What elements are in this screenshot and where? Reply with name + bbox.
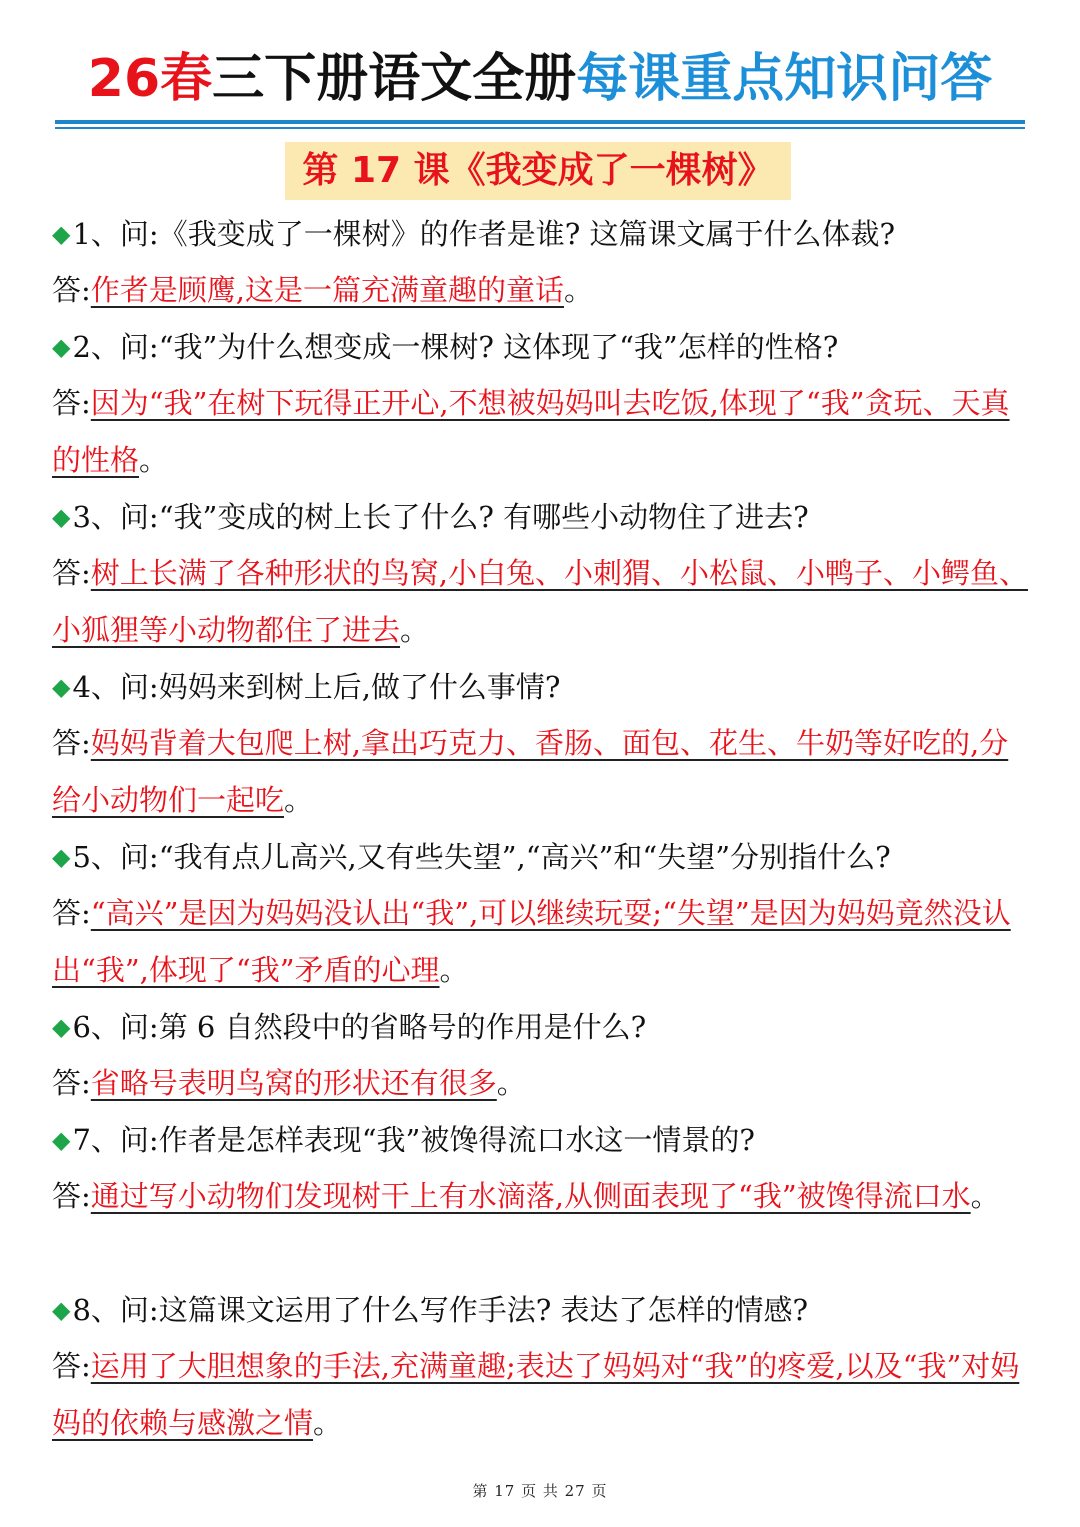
question bbox=[52, 489, 1032, 545]
qa-item-4 bbox=[52, 659, 1032, 829]
answer-text: 妈妈背着大包爬上树,拿出巧克力、香肠、面包、花生、牛奶等好吃的,分给小动物们一起吃 bbox=[52, 726, 1009, 817]
question-text: 4、问:妈妈来到树上后,做了什么事情? bbox=[72, 670, 561, 704]
question-text: 6、问:第 6 自然段中的省略号的作用是什么? bbox=[72, 1010, 647, 1044]
answer-label: 答: bbox=[52, 896, 91, 930]
answer-text: 通过写小动物们发现树干上有水滴落,从侧面表现了“我”被馋得流口水 bbox=[90, 1179, 971, 1213]
answer bbox=[52, 1168, 1032, 1225]
answer bbox=[52, 545, 1032, 659]
answer-end: 。 bbox=[284, 783, 314, 817]
answer-end: 。 bbox=[139, 443, 169, 477]
answer-text: 省略号表明鸟窝的形状还有很多 bbox=[90, 1066, 497, 1100]
qa-item-6 bbox=[52, 999, 1032, 1112]
question-text: 8、问:这篇课文运用了什么写作手法? 表达了怎样的情感? bbox=[72, 1293, 809, 1327]
question bbox=[52, 999, 1032, 1055]
answer bbox=[52, 1055, 1032, 1112]
question bbox=[52, 319, 1032, 375]
answer bbox=[52, 885, 1032, 999]
answer-label: 答: bbox=[52, 386, 91, 420]
question bbox=[52, 206, 1032, 262]
answer bbox=[52, 1338, 1032, 1452]
answer bbox=[52, 375, 1032, 489]
answer-label: 答: bbox=[52, 726, 91, 760]
question-text: 3、问:“我”变成的树上长了什么? 有哪些小动物住了进去? bbox=[72, 500, 809, 534]
answer-label: 答: bbox=[52, 1349, 91, 1383]
diamond-bullet-icon: ◆ bbox=[52, 220, 71, 248]
answer-end: 。 bbox=[439, 953, 469, 987]
question-text: 5、问:“我有点儿高兴,又有些失望”,“高兴”和“失望”分别指什么? bbox=[72, 840, 891, 874]
question bbox=[52, 659, 1032, 715]
answer-label: 答: bbox=[52, 273, 91, 307]
answer-text: 因为“我”在树下玩得正开心,不想被妈妈叫去吃饭,体现了“我”贪玩、天真的性格 bbox=[52, 386, 1010, 477]
qa-item-5 bbox=[52, 829, 1032, 999]
answer-text: “高兴”是因为妈妈没认出“我”,可以继续玩耍;“失望”是因为妈妈竟然没认出“我”,体现了“我”矛盾的心理 bbox=[52, 896, 1011, 987]
answer bbox=[52, 262, 1032, 319]
diamond-bullet-icon: ◆ bbox=[52, 1296, 71, 1324]
qa-item-8 bbox=[52, 1282, 1032, 1452]
question bbox=[52, 1112, 1032, 1168]
qa-item-1 bbox=[52, 206, 1032, 319]
answer-end: 。 bbox=[496, 1066, 526, 1100]
diamond-bullet-icon: ◆ bbox=[52, 1013, 71, 1041]
answer bbox=[52, 715, 1032, 829]
header-title-red: 26春 bbox=[87, 49, 213, 109]
question bbox=[52, 829, 1032, 885]
diamond-bullet-icon: ◆ bbox=[52, 1126, 71, 1154]
answer-text: 树上长满了各种形状的鸟窝,小白兔、小刺猬、小松鼠、小鸭子、小鳄鱼、小狐狸等小动物都住了进去 bbox=[52, 556, 1029, 647]
question-text: 7、问:作者是怎样表现“我”被馋得流口水这一情景的? bbox=[72, 1123, 755, 1157]
lesson-title: 第 17 课《我变成了一棵树》 bbox=[285, 142, 791, 200]
answer-end: 。 bbox=[970, 1179, 1000, 1213]
question-text: 2、问:“我”为什么想变成一棵树? 这体现了“我”怎样的性格? bbox=[72, 330, 839, 364]
answer-end: 。 bbox=[313, 1406, 343, 1440]
qa-item-2 bbox=[52, 319, 1032, 489]
answer-text: 作者是顾鹰,这是一篇充满童趣的童话 bbox=[90, 273, 565, 307]
answer-end: 。 bbox=[400, 613, 430, 647]
answer-label: 答: bbox=[52, 1179, 91, 1213]
header-title-blue: 每课重点知识问答 bbox=[576, 49, 993, 109]
answer-text: 运用了大胆想象的手法,充满童趣;表达了妈妈对“我”的疼爱,以及“我”对妈妈的依赖与感激之情 bbox=[52, 1349, 1020, 1440]
diamond-bullet-icon: ◆ bbox=[52, 843, 71, 871]
question bbox=[52, 1282, 1032, 1338]
header-divider-thick bbox=[55, 120, 1025, 124]
header-title-black: 三下册语文全册 bbox=[212, 49, 577, 109]
diamond-bullet-icon: ◆ bbox=[52, 673, 71, 701]
answer-label: 答: bbox=[52, 556, 91, 590]
page-number: 第 17 页 共 27 页 bbox=[472, 1482, 608, 1500]
answer-end: 。 bbox=[564, 273, 594, 307]
answer-label: 答: bbox=[52, 1066, 91, 1100]
question-text: 1、问:《我变成了一棵树》的作者是谁? 这篇课文属于什么体裁? bbox=[72, 217, 896, 251]
diamond-bullet-icon: ◆ bbox=[52, 503, 71, 531]
qa-item-7 bbox=[52, 1112, 1032, 1225]
qa-item-3 bbox=[52, 489, 1032, 659]
header-divider-thin bbox=[55, 127, 1025, 129]
page-header bbox=[0, 44, 1080, 114]
diamond-bullet-icon: ◆ bbox=[52, 333, 71, 361]
